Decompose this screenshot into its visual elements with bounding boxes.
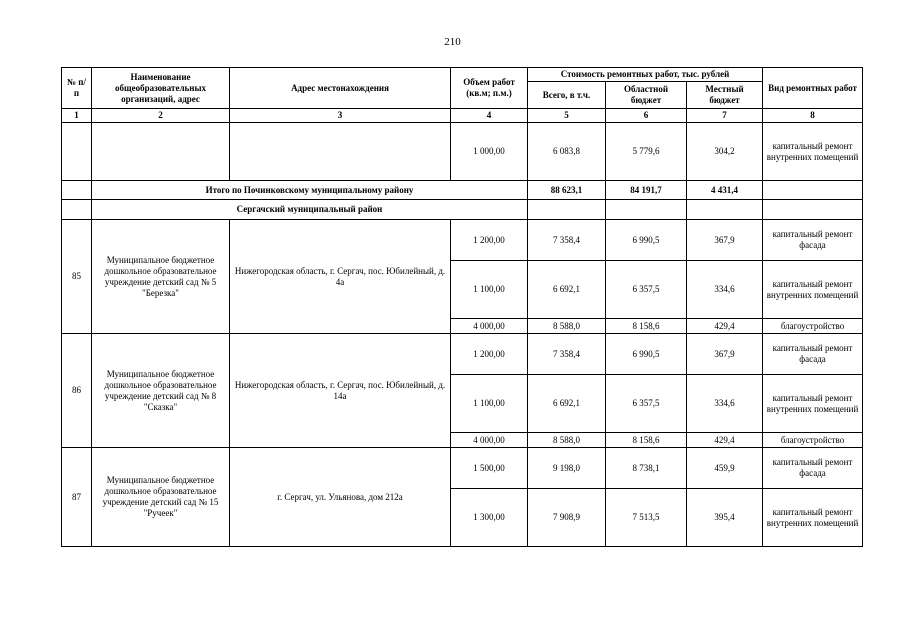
column-number: 5 [528,109,606,123]
cell-regional: 6 990,5 [606,220,687,261]
cell-work-type: капитальный ремонт внутренних помещений [763,261,863,319]
table-row [62,334,863,375]
cell-local: 429,4 [687,319,763,334]
cell-empty [606,200,687,220]
cell-work-type: капитальный ремонт фасада [763,448,863,489]
org-name: Муниципальное бюджетное дошкольное образовательное учреждение детский сад № 8 "Сказка" [92,334,230,448]
cell-work-type: благоустройство [763,433,863,448]
column-number: 4 [451,109,528,123]
cell-volume: 1 200,00 [451,334,528,375]
cell-volume: 4 000,00 [451,319,528,334]
district-label: Сергачский муниципальный район [92,200,528,220]
subtotal-local: 4 431,4 [687,181,763,200]
column-numbers-row [62,109,863,123]
cell-empty [763,181,863,200]
cell-total: 6 083,8 [528,123,606,181]
header-org-name: Наименование общеобразовательных организаций, адрес [92,68,230,109]
cell-regional: 6 357,5 [606,261,687,319]
cell-empty [763,200,863,220]
cell-total: 6 692,1 [528,261,606,319]
cell-local: 334,6 [687,261,763,319]
cell-local: 334,6 [687,375,763,433]
cell-regional: 6 357,5 [606,375,687,433]
cell-work-type: капитальный ремонт фасада [763,334,863,375]
cell-work-type: капитальный ремонт внутренних помещений [763,489,863,547]
table-row [62,448,863,489]
cell-volume: 1 100,00 [451,375,528,433]
cell-volume: 1 100,00 [451,261,528,319]
cell-local: 459,9 [687,448,763,489]
subtotal-label: Итого по Починковскому муниципальному району [92,181,528,200]
cell-total: 7 358,4 [528,220,606,261]
page-number: 210 [444,36,461,48]
cell-regional: 5 779,6 [606,123,687,181]
cell-total: 9 198,0 [528,448,606,489]
table-row [62,123,863,181]
cell-local: 367,9 [687,334,763,375]
cell-volume: 4 000,00 [451,433,528,448]
cell-regional: 8 158,6 [606,433,687,448]
subtotal-total: 88 623,1 [528,181,606,200]
cell-work-type: капитальный ремонт фасада [763,220,863,261]
column-number: 2 [92,109,230,123]
cell-regional: 6 990,5 [606,334,687,375]
column-number: 8 [763,109,863,123]
cell-total: 6 692,1 [528,375,606,433]
header-num: № п/п [62,68,92,109]
cell-empty [62,123,92,181]
org-address: г. Сергач, ул. Ульянова, дом 212а [230,448,451,547]
header-total: Всего, в т.ч. [528,82,606,109]
header-cost-group: Стоимость ремонтных работ, тыс. рублей [528,68,763,82]
org-address: Нижегородская область, г. Сергач, пос. Юбилейный, д. 14а [230,334,451,448]
cell-regional: 8 738,1 [606,448,687,489]
cell-work-type: капитальный ремонт внутренних помещений [763,123,863,181]
org-number: 85 [62,220,92,334]
org-address: Нижегородская область, г. Сергач, пос. Юбилейный, д. 4а [230,220,451,334]
cell-volume: 1 000,00 [451,123,528,181]
cell-empty [230,123,451,181]
org-name: Муниципальное бюджетное дошкольное образовательное учреждение детский сад № 15 "Ручеек" [92,448,230,547]
cell-empty [92,123,230,181]
header-regional: Областной бюджет [606,82,687,109]
cell-regional: 8 158,6 [606,319,687,334]
table-row [62,220,863,261]
org-number: 87 [62,448,92,547]
repair-works-table [61,67,863,547]
cell-regional: 7 513,5 [606,489,687,547]
column-number: 7 [687,109,763,123]
cell-empty [62,181,92,200]
cell-work-type: капитальный ремонт внутренних помещений [763,375,863,433]
subtotal-row [62,181,863,200]
cell-empty [687,200,763,220]
header-volume: Объем работ (кв.м; п.м.) [451,68,528,109]
cell-total: 7 358,4 [528,334,606,375]
cell-volume: 1 300,00 [451,489,528,547]
org-name: Муниципальное бюджетное дошкольное образовательное учреждение детский сад № 5 "Березка" [92,220,230,334]
header-address: Адрес местонахождения [230,68,451,109]
org-number: 86 [62,334,92,448]
cell-total: 8 588,0 [528,433,606,448]
district-row [62,200,863,220]
column-number: 6 [606,109,687,123]
cell-volume: 1 500,00 [451,448,528,489]
cell-work-type: благоустройство [763,319,863,334]
cell-total: 7 908,9 [528,489,606,547]
header-row [62,68,863,82]
cell-local: 367,9 [687,220,763,261]
cell-empty [62,200,92,220]
cell-local: 395,4 [687,489,763,547]
header-work-type: Вид ремонтных работ [763,68,863,109]
column-number: 1 [62,109,92,123]
header-local: Местный бюджет [687,82,763,109]
cell-local: 304,2 [687,123,763,181]
cell-local: 429,4 [687,433,763,448]
cell-empty [528,200,606,220]
column-number: 3 [230,109,451,123]
cell-total: 8 588,0 [528,319,606,334]
subtotal-regional: 84 191,7 [606,181,687,200]
cell-volume: 1 200,00 [451,220,528,261]
